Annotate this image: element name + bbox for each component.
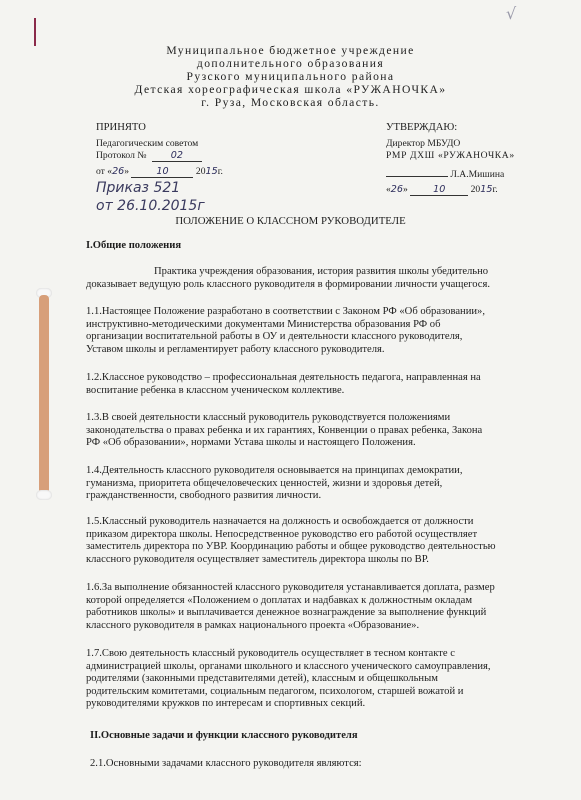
paragraph-1-6: 1.6.За выполнение обязанностей классного руководителя устанавливается доплата, размер которой определяется «Положением о доплатах и надбавках к должностным окладам работников школы» и выплачивается денежное вознаграждение за выполнение функций классного руководителя в рамках национального проекта «Образование».: [86, 582, 495, 631]
paragraph-1-5: 1.5.Классный руководитель назначается на должность и освобождается от должности приказом директора школы. Непосредственное руководство его работой осуществляет заместитель директора по УВР. Координацию работы и общее руководство деятельностью классного руководителя осуществляет заместитель директора школы по ВР.: [86, 516, 496, 565]
paragraph-2-1: 2.1.Основными задачами классного руководителя являются:: [90, 758, 362, 769]
header-line-2: дополнительного образования: [196, 57, 385, 70]
paragraph-1-4: 1.4.Деятельность классного руководителя основывается на принципах демократии, гуманизма, приоритета общечеловеческих ценностей, жизни и здоровья детей, гражданственности, свободного развития личности.: [86, 465, 463, 502]
section2-heading: II.Основные задачи и функции классного руководителя: [90, 730, 358, 741]
header-line-3: Рузского муниципального района: [186, 70, 395, 83]
protocol-label: Протокол №: [96, 150, 147, 161]
approval-right-signature-line: [386, 166, 504, 180]
approval-left-date: от «26» 10 2015г.: [96, 166, 223, 177]
approval-right-day: 26: [390, 184, 404, 195]
approval-left-year: 15: [205, 166, 218, 177]
approval-right-month: 10: [410, 184, 468, 196]
section1-heading: I.Общие положения: [86, 240, 182, 251]
ink-mark: [34, 18, 36, 46]
approval-right-date: «26» 10 2015г.: [386, 184, 498, 195]
paragraph-1-7: 1.7.Свою деятельность классный руководитель осуществляет в тесном контакте с администрацией школы, органами школьного и классного ученического самоуправления, родителями (законными представителями детей), классным и общешкольным родительским комитетами, социальным педагогом, психологом, старшей вожатой и руководителями кружков по интересам и спортивных секций.: [86, 648, 491, 710]
binding-tape: [39, 295, 49, 495]
paragraph-1-2: 1.2.Классное руководство – профессиональная деятельность педагога, направленная на воспитание ребенка в классном ученическом коллективе.: [86, 372, 481, 396]
approval-right-title: УТВЕРЖДАЮ:: [386, 122, 458, 133]
section1-intro: Практика учреждения образования, история развития школы убедительно доказывает ведущую роль классного руководителя в формировании личности учащегося.: [86, 266, 491, 290]
corner-checkmark: √: [506, 4, 517, 23]
approval-left-line1: Педагогическим советом: [96, 138, 199, 149]
order-note-line1: Приказ 521: [96, 180, 181, 196]
punch-hole-bottom: [36, 490, 52, 500]
approval-left-month: 10: [131, 166, 193, 178]
approval-right-year: 15: [480, 184, 493, 195]
approval-right-line1: Директор МБУДО: [386, 138, 461, 149]
signature-blank: [386, 166, 448, 177]
approval-left-protocol: [96, 150, 202, 162]
paragraph-1-1: 1.1.Настоящее Положение разработано в соответствии с Законом РФ «Об образовании», инструктивно-методическими документами Министерства образования РФ об организации воспитательной работы в ОУ и деятельности классного руководителя, Уставом школы и регламентирует работу классного руководителя.: [86, 306, 485, 355]
header-line-5: г. Руза, Московская область.: [201, 96, 380, 109]
approval-left-day: 26: [112, 166, 125, 177]
approval-right-line2: РМР ДХШ «РУЖАНОЧКА»: [386, 150, 515, 161]
protocol-number: 02: [152, 150, 202, 162]
header-line-4: Детская хореографическая школа «РУЖАНОЧКА»: [134, 83, 447, 96]
approval-left-title: ПРИНЯТО: [96, 122, 146, 133]
document-title: ПОЛОЖЕНИЕ О КЛАССНОМ РУКОВОДИТЕЛЕ: [175, 215, 406, 227]
approval-right-signer: Л.А.Мишина: [450, 169, 505, 180]
header-line-1: Муниципальное бюджетное учреждение: [166, 44, 415, 57]
order-note-line2: от 26.10.2015г: [96, 198, 205, 214]
paragraph-1-3: 1.3.В своей деятельности классный руководитель руководствуется положениями законодательства о правах ребенка и их гарантиях, Конвенции о правах ребенка, Закона РФ «Об образовании», нормами Устава школы и настоящего Положения.: [86, 412, 483, 449]
